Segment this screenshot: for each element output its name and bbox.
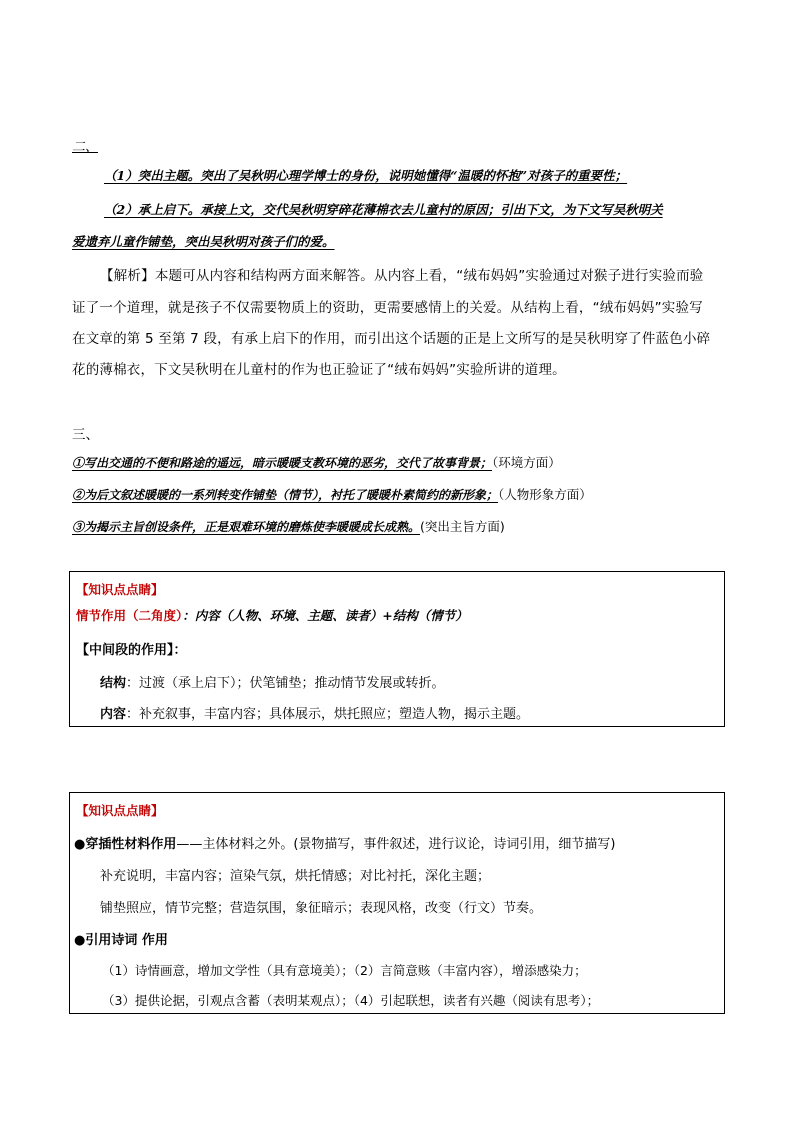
analysis-tag: 【解析】: [100, 268, 155, 284]
knowledge-box-2-tag: 【知识点点睛】: [76, 803, 164, 818]
section-3-item-2-note: （人物形象方面）: [498, 487, 592, 502]
plot-function-line: [76, 606, 468, 624]
section-3-item-3-text: ③为揭示主旨创设条件，正是艰难环境的磨炼使李暖暖成长成熟。: [72, 520, 421, 534]
section-2-heading: 二、: [72, 140, 99, 155]
insert-material-detail-1: 补充说明，丰富内容；渲染气氛，烘托情感；对比衬托，深化主题；: [100, 869, 491, 884]
insert-material-label: ●穿插性材料作用: [74, 837, 177, 852]
structure-label: 结构: [100, 676, 127, 691]
section-3-item-1: [72, 453, 561, 471]
poem-quote-line-1: （1）诗情画意，增加文学性（具有意境美）；（2）言简意赅（丰富内容），增添感染力；: [102, 963, 587, 978]
knowledge-box-1-tag: 【知识点点睛】: [76, 582, 164, 597]
answer-item-2-line1: （2）承上启下。承接上文，交代吴秋明穿碎花薄棉衣去儿童村的原因；引出下文，为下文写吴秋明关: [104, 202, 663, 217]
structure-line: [100, 672, 445, 691]
content-label: 内容: [100, 707, 127, 722]
knowledge-box-2: [69, 792, 725, 1014]
section-3-item-2-text: ②为后文叙述暖暖的一系列转变作铺垫（情节），衬托了暖暖朴素简约的新形象；: [72, 488, 499, 502]
content-text: ：补充叙事，丰富内容；具体展示，烘托照应；塑造人物，揭示主题。: [126, 707, 530, 722]
section-3-item-3-note: (突出主旨方面): [420, 519, 505, 534]
plot-function-text: ：内容（人物、环境、主题、读者）+结构（情节）: [182, 608, 468, 623]
insert-material-detail-2: 铺垫照应，情节完整；营造氛围，象征暗示；表现风格，改变（行文）节奏。: [100, 901, 543, 916]
insert-material-line: [74, 833, 616, 852]
analysis-text-1: 本题可从内容和结构两方面来解答。从内容上看，“绒布妈妈”实验通过对猴子进行实验而验: [154, 268, 704, 284]
section-3-heading: 三、: [72, 427, 99, 443]
knowledge-box-1: [69, 571, 725, 727]
analysis-line-4: 花的薄棉衣，下文吴秋明在儿童村的作为也正验证了“绒布妈妈”实验所讲的道理。: [72, 362, 566, 378]
section-3-item-3: [72, 517, 505, 535]
analysis-line-1: [100, 264, 704, 284]
answer-item-2-line2: 爱遗弃儿童作铺垫，突出吴秋明对孩子们的爱。: [72, 234, 335, 249]
poem-quote-line-2: （3）提供论据，引观点含蓄（表明某观点）；（4）引起联想，读者有兴趣（阅读有思考）；: [102, 993, 600, 1008]
analysis-line-3: 在文章的第 5 至第 7 段，有承上启下的作用，而引出这个话题的正是上文所写的是吴秋明穿了件蓝色小碎: [72, 331, 711, 347]
answer-item-1: （1）突出主题。突出了吴秋明心理学博士的身份，说明她懂得“温暖的怀抱”对孩子的重要性；: [104, 168, 628, 183]
structure-text: ：过渡（承上启下）；伏笔铺垫；推动情节发展或转折。: [126, 676, 445, 691]
poem-quote-heading: ●引用诗词 作用: [74, 933, 168, 948]
analysis-line-2: 证了一个道理，就是孩子不仅需要物质上的资助，更需要感情上的关爱。从结构上看，“绒布妈妈”实验写: [72, 300, 703, 316]
section-3-item-2: [72, 485, 592, 503]
insert-material-text: ——主体材料之外。(景物描写，事件叙述，进行议论，诗词引用，细节描写): [176, 837, 616, 852]
section-3-item-1-text: ①写出交通的不便和路途的遥远，暗示暖暖支教环境的恶劣，交代了故事背景；: [72, 456, 493, 470]
content-line: [100, 703, 529, 722]
middle-paragraph-heading: 【中间段的作用】：: [76, 643, 187, 658]
plot-function-label: 情节作用（二角度）: [76, 608, 183, 623]
section-3-item-1-note: （环境方面）: [492, 455, 561, 470]
